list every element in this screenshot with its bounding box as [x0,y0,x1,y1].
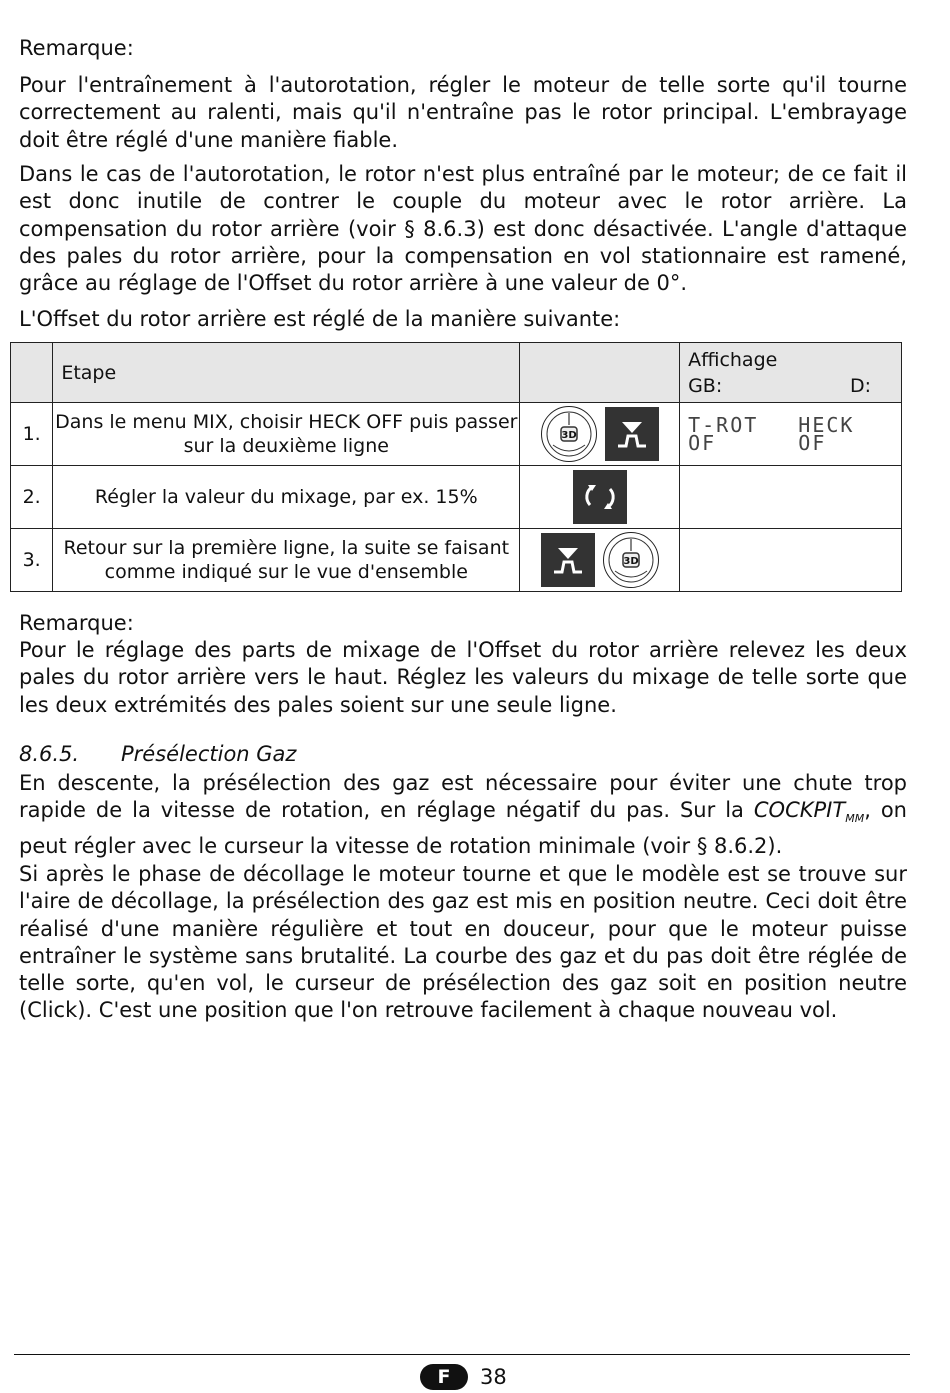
language-badge: F [420,1364,468,1390]
step-text: Retour sur la première ligne, la suite se faisant comme indiqué sur le vue d'ensemble [53,529,520,592]
lcd-d-line2: OF [798,431,827,455]
autorotation-paragraph: Dans le cas de l'autorotation, le rotor n'est plus entraîné par le moteur; de ce fait il est donc inutile de contrer le couple du moteur avec le rotor arrière. La compensation du rotor arrière (voir § 8.6.3) est donc désactivée. L'angle d'attaque des pales du rotor arrière, pour la compensation en vol stationnaire est ramené, grâce au réglage de l'Offset du rotor arrière à une valeur de 0°. [19,162,907,296]
brand-name: COCKPIT [753,798,846,823]
header-step: Etape [53,343,520,403]
3d-knob-icon [541,406,597,462]
lcd-d-line1: HECK [798,413,855,437]
step-text: Régler la valeur du mixage, par ex. 15% [53,466,520,529]
steps-table [10,342,902,592]
table-row [11,403,902,466]
table-row [11,529,902,592]
brand-subscript: MM [845,812,865,826]
header-gb: GB: [688,374,723,397]
lcd-gb-line1: T-ROT [688,413,759,437]
header-d: D: [849,374,871,397]
offset-intro: L'Offset du rotor arrière est réglé de la manière suivante: [19,307,621,331]
section-number: 8.6.5. [19,742,80,766]
lcd-gb-line2: OF [688,431,717,455]
svg-text:3D: 3D [561,430,577,441]
remark-title: Remarque: [19,611,134,635]
svg-text:3D: 3D [623,556,639,567]
3d-knob-icon [603,532,659,588]
rotate-knob-icon [573,470,627,524]
enter-key-icon [541,533,595,587]
remark-title: Remarque: [19,36,134,60]
step-number: 3. [11,529,53,592]
remark-paragraph: Pour l'entraînement à l'autorotation, régler le moteur de telle sorte qu'il tourne correctement au ralenti, mais qu'il n'entraîne pas le rotor principal. L'embrayage doit être réglé d'une manière fiable. [19,73,907,152]
section-paragraph: En descente, la présélection des gaz est nécessaire pour éviter une chute trop rapide de la vitesse de rotation, en réglage négatif du pas. Sur la $COCKPIT_{MM}$, on peut régler avec le curseur la vitesse de rotation minimale (voir § 8.6.2). [19,771,907,858]
table-header [11,343,902,403]
footer-rule [14,1354,910,1355]
step-text: Dans le menu MIX, choisir HECK OFF puis passer sur la deuxième ligne [53,403,520,466]
step-number: 2. [11,466,53,529]
enter-key-icon [605,407,659,461]
table-row [11,466,902,529]
section-title: Présélection Gaz [121,742,297,766]
remark-paragraph: Pour le réglage des parts de mixage de l'Offset du rotor arrière relevez les deux pales du rotor arrière vers le haut. Réglez les valeurs du mixage de telle sorte que les deux extrémités des pales soient sur une seule ligne. [19,638,907,717]
section-heading [19,742,296,766]
page-number: 38 [480,1365,507,1389]
section-paragraph: Si après le phase de décollage le moteur tourne et que le modèle est se trouve sur l'aire de décollage, la présélection des gaz est mis en position neutre. Ceci doit être réalisé d'une manière régulière et tout en douceur, pour que le moteur puisse entraîner le système sans brutalité. La courbe des gaz et du pas doit être réglée de telle sorte, qu'en vol, le curseur de présélection des gaz soit en position neutre (Click). C'est une position que l'on retrouve facilement à chaque nouveau vol. [19,862,907,1023]
header-display: Affichage [688,348,778,371]
footer [420,1364,507,1390]
step-number: 1. [11,403,53,466]
